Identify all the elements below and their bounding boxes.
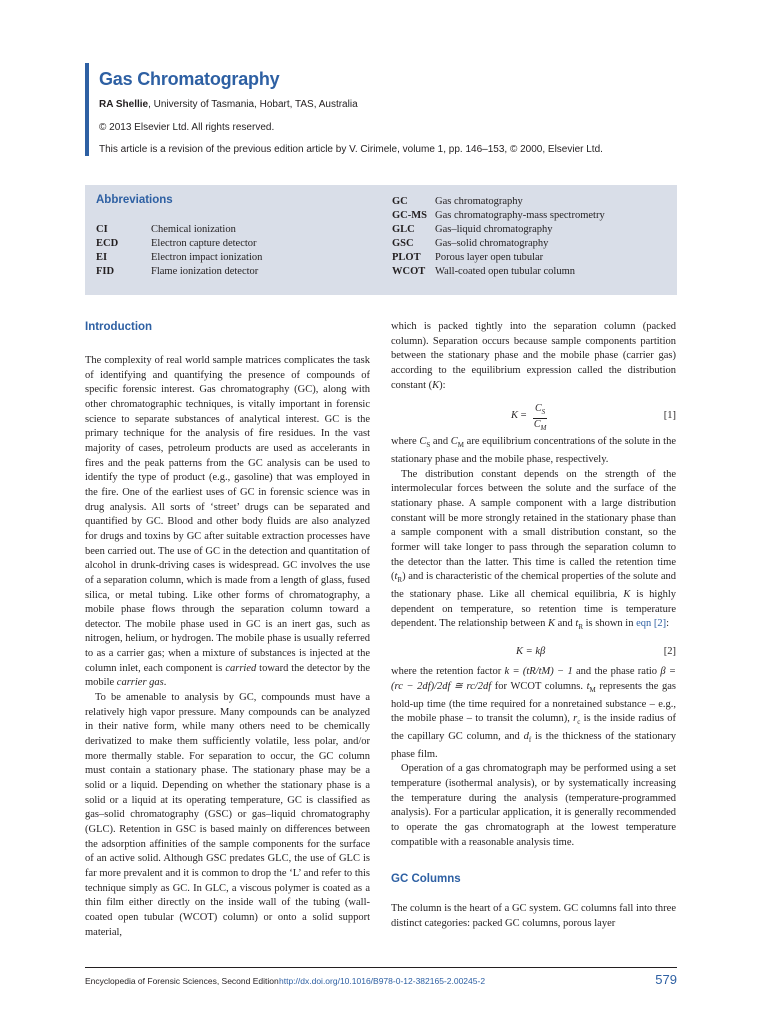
body-text: ) and is characteristic of the chemical properties of the solute and the stationary phase. Like all chemical equilibria,: [391, 571, 676, 601]
abbr-code: GC-MS: [392, 210, 427, 221]
body-text: and: [430, 436, 451, 448]
body-paragraph: where $C_S$ and $C_M$ are equilibrium concentrations of the solute in the stationary phase and the mobile phase, respectively.: [391, 436, 677, 466]
symbol: K: [432, 379, 440, 391]
abbr-definition: Electron capture detector: [151, 238, 257, 249]
author-line: [99, 99, 358, 110]
intro-text: toward the detector by the mobile: [85, 662, 371, 689]
left-column: [85, 320, 370, 940]
abbr-definition: Electron impact ionization: [151, 252, 263, 263]
body-text: is highly dependent on temperature, so retention time is temperature dependent. The relationship between: [391, 589, 676, 630]
footer-doi-link[interactable]: http://dx.doi.org/10.1016/B978-0-12-382165-2.00245-2: [279, 976, 486, 986]
intro-emphasis: carried: [225, 662, 257, 674]
body-text: which is packed tightly into the separation column (packed column). Separation occurs because sample components partition between the stationary phase and the mobile phase (carrier gas) according to the equilibrium expression called the distribution constant (: [391, 321, 676, 391]
body-text: represents the gas hold-up time (the time required for a nonretained substance – e.g., the mobile phase – to transit the column),: [391, 680, 677, 725]
body-text: is the inside radius of the capillary GC column, and: [391, 713, 676, 742]
formula: k = (tR/tM) − 1: [504, 666, 573, 678]
abbr-code: GC: [392, 196, 408, 207]
abbr-definition: Porous layer open tubular: [435, 252, 544, 263]
body-paragraph: [391, 320, 676, 393]
section-heading-introduction: Introduction: [85, 321, 153, 333]
abbr-code: CI: [96, 224, 108, 235]
author-affiliation: , University of Tasmania, Hobart, TAS, Australia: [148, 99, 358, 110]
body-text: for WCOT columns.: [491, 680, 587, 692]
body-text: ):: [439, 379, 446, 391]
body-text: is the thickness of the stationary phase film.: [391, 730, 676, 760]
equation-lhs: K =: [511, 410, 527, 422]
body-paragraph: The distribution constant depends on the strength of the intermolecular forces between the solute and the surface of the stationary phase. A sample component with a large distribution constant will be more strongly retained in the stationary phase than a sample component with a small distribution constant, so the former will take longer to pass through the separation column to the detector than the latter. This time is called the retention time $(t_R)$ and is characteristic of the chemical properties of the solute and the stationary phase. Like all chemical equilibria, K is highly dependent on temperature, so retention time is temperature dependent. The relationship between K and $t_R$ is shown in eqn [2]:: [391, 468, 676, 632]
author-name: RA Shellie: [99, 99, 149, 110]
body-text: where the retention factor: [391, 666, 505, 678]
formula: β = (rc − 2df)/2df ≅ rc/2df: [391, 666, 676, 692]
equation-number: [2]: [663, 646, 676, 658]
body-text: and the phase ratio: [572, 666, 661, 678]
abbr-definition: Gas chromatography-mass spectrometry: [435, 210, 605, 221]
body-text: is shown in: [583, 618, 637, 630]
abbr-definition: Wall-coated open tubular column: [435, 266, 575, 277]
article-title: Gas Chromatography: [99, 69, 280, 89]
body-paragraph: Operation of a gas chromatograph may be performed using a set temperature (isothermal analysis), or by systematically increasing the temperature during the analysis (temperature-programmed analysis). For a particular application, it is generally recommended to operate the gas chromatograph at the lowest temperature compatible with a reasonable analysis time.: [391, 763, 676, 848]
intro-paragraph-2: To be amenable to analysis by GC, compounds must have a relatively high vapor pressure. Many compounds can be analyzed in their native form, while many others need to be chemically derivatized to make them sufficiently volatile, less polar, and/or more thermally stable. For separation to occur, the GC column must contain a stationary phase. The stationary phase may be a solid or a liquid. Depending on whether the stationary phase is a solid or a liquid at its operating temperature, GC is classified as gas–solid chromatography (GSC) or gas–liquid chromatography (GLC). Retention in GSC is based mainly on differences between the adsorption affinities of the sample components for the surface of an active solid. Although GSC predates GLC, the use of GLC is far more prevalent and it is common to drop the ‘L’ and refer to this technique simply as GC. In GLC, a viscous polymer is coated as a thin film either directly on the inside wall of the tubing (wall-coated open tubular (WCOT) column) or onto a solid support material,: [85, 692, 370, 938]
intro-text: The complexity of real world sample matrices complicates the task of identifying and quantifying the presence of compounds of specific forensic interest. Gas chromatography (GC), along with other chromatographic techniques, is vitally important in forensic science to separate substances of analytical interest. GC is the primary technique for the analysis of fire residues. In the vast majority of cases, petroleum products are used as accelerants in fires and the peak patterns from the GC analysis can be used to identify the type of product (e.g., gasoline) that was employed in the fire. One of the earliest uses of GC in forensic science was in drug analysis. All sorts of ‘street’ drugs can be separated and quantified by GC. Blood and other body fluids are also analyzed for drugs and toxins by GC after suitable extraction processes have been carried out. The use of GC in the detection and quantitation of alcohol in drunk-driving cases is widespread. GC involves the use of a separation column, which is made from a length of glass, fused silica, or metal tubing. Like other forms of chromatography, a mobile phase flows through the separation column toward a detector. The mobile phase used in GC is an inert gas, such as nitrogen, helium, or hydrogen. The mobile phase is usually referred to as a carrier gas; when a mixture of substances is injected at the column inlet, each component is: [85, 355, 370, 674]
intro-emphasis: carrier gas: [116, 677, 164, 689]
body-text: and: [554, 618, 576, 630]
abbr-definition: Gas chromatography: [435, 196, 523, 207]
abbr-code: GSC: [392, 238, 414, 249]
footer-journal: Encyclopedia of Forensic Sciences, Second Edition: [85, 976, 279, 986]
body-text: :: [666, 618, 670, 630]
intro-paragraph-1: [85, 354, 370, 691]
intro-text: .: [163, 677, 167, 689]
article-header: [85, 63, 685, 156]
body-text: are equilibrium concentrations of the solute in the stationary phase and the mobile phase, respectively.: [391, 436, 677, 466]
abbreviations-box: [85, 185, 677, 295]
footer-divider: [85, 967, 677, 968]
abbr-code: GLC: [392, 224, 415, 235]
abbr-definition: Gas–solid chromatography: [435, 238, 549, 249]
copyright-line: © 2013 Elsevier Ltd. All rights reserved.: [99, 122, 275, 133]
body-text: The distribution constant depends on the strength of the intermolecular forces between the solute and the surface of the stationary phase. A sample component with a large distribution constant will be more strongly retained in the stationary phase than a sample component with a small distribution constant, so the former will take longer to pass through the separation column to the detector than the latter. This time is called the retention time (: [391, 468, 676, 583]
revision-note: This article is a revision of the previous edition article by V. Cirimele, volume 1, pp. 146–153, © 2000, Elsevier Ltd.: [99, 144, 603, 155]
abbr-code: ECD: [96, 238, 119, 249]
abbreviations-heading: Abbreviations: [96, 194, 173, 206]
abbr-definition: Flame ionization detector: [151, 266, 259, 277]
right-column: [391, 320, 676, 932]
body-text: where: [391, 436, 420, 448]
abbr-definition: Gas–liquid chromatography: [435, 224, 553, 235]
body-paragraph: where the retention factor k = (tR/tM) − 1 and the phase ratio β = (rc − 2df)/2df ≅ rc/2df for WCOT columns. $t_M$ represents the gas hold-up time (the time required for a nonretained substance – e.g., the mobile phase – to transit the column), $r_c$ is the inside radius of the capillary GC column, and $d_f$ is the thickness of the stationary phase film.: [391, 666, 677, 760]
abbr-code: EI: [96, 252, 108, 263]
page-number: 579: [655, 972, 677, 987]
abbr-code: PLOT: [392, 252, 421, 263]
equation-1: [391, 401, 676, 433]
abbr-definition: Chemical ionization: [151, 224, 236, 235]
abbr-code: FID: [96, 266, 115, 277]
equation-link[interactable]: eqn [2]: [636, 618, 667, 630]
equation-number: [1]: [663, 410, 676, 422]
equation-2: [391, 641, 676, 665]
section-heading-gc-columns: GC Columns: [391, 873, 461, 886]
equation-expression: K = kβ: [516, 646, 546, 658]
body-paragraph: The column is the heart of a GC system. GC columns fall into three distinct categories: packed GC columns, porous layer: [391, 903, 676, 929]
abbr-code: WCOT: [392, 266, 426, 277]
equation-fraction: $\frac{C_S}{C_M}$: [533, 403, 547, 433]
